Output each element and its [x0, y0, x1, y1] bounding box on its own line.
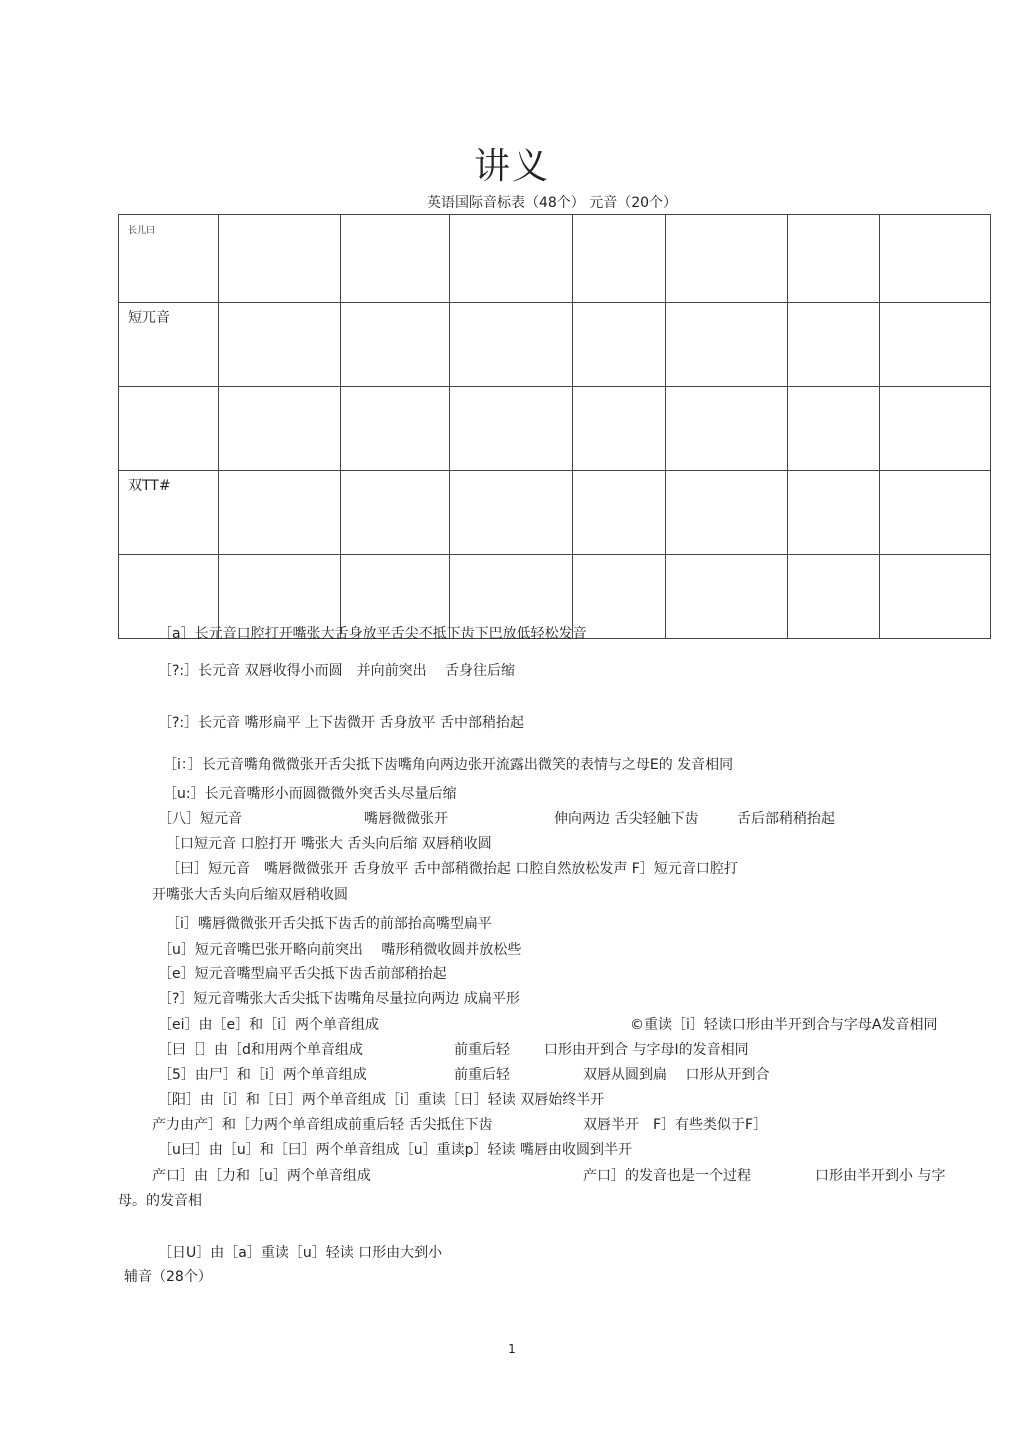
text-line: ［?:］长元音 双唇收得小而圆 并向前突出 舌身往后缩 [158, 663, 516, 679]
page-title: 讲义 [473, 146, 550, 187]
text-line: ［曰］短元音 嘴唇微微张开 舌身放平 舌中部稍微抬起 口腔自然放松发声 F］短元音口腔打 [166, 861, 738, 877]
text-line: 产口］的发音也是一个过程 [583, 1168, 751, 1184]
text-line: 舌后部稍稍抬起 [737, 811, 835, 827]
text-line: 母。的发音相 [118, 1193, 202, 1209]
table-row [119, 471, 991, 555]
text-line: ［i］嘴唇微微张开舌尖抵下齿舌的前部抬高嘴型扁平 [166, 916, 492, 932]
table-row [119, 215, 991, 303]
phonetic-table [118, 214, 991, 639]
section-heading: 辅音（28个） [124, 1269, 212, 1285]
text-line: 口形由开到合 与字母I的发音相同 [544, 1042, 749, 1058]
row-label: 短兀音 [119, 303, 219, 387]
text-line: ［a］长元音口腔打开嘴张大舌身放平舌尖不抵下齿下巴放低轻松发音 [158, 626, 587, 642]
text-line: ［e］短元音嘴型扁平舌尖抵下齿舌前部稍抬起 [158, 966, 447, 982]
text-line: 产力由产］和［力两个单音组成前重后轻 舌尖抵住下齿 [152, 1117, 493, 1133]
text-line: 前重后轻 [454, 1067, 510, 1083]
table-row [119, 387, 991, 471]
text-line: ［八］短元音 [158, 811, 242, 827]
page-number: 1 [508, 1342, 516, 1356]
text-line: ［i：］长元音嘴角微微张开舌尖抵下齿嘴角向两边张开流露出微笑的表情与之母E的 发音相同 [163, 757, 734, 773]
text-line: 伸向两边 舌尖轻触下齿 [554, 811, 699, 827]
table-caption: 英语国际音标表（48个） 元音（20个） [426, 195, 678, 211]
text-line: 口形由半开到小 与字 [815, 1168, 946, 1184]
text-line: ［日U］由［a］重读［u］轻读 口形由大到小 [158, 1245, 443, 1261]
text-line: ［ei］由［e］和［i］两个单音组成 [158, 1017, 380, 1033]
text-line: ［?］短元音嘴张大舌尖抵下齿嘴角尽量拉向两边 成扁平形 [158, 991, 520, 1007]
text-line: ©重读［i］轻读口形由半开到合与字母A发音相同 [630, 1017, 938, 1033]
row-label: 长儿曰 [119, 215, 219, 303]
text-line: ［口短元音 口腔打开 嘴张大 舌头向后缩 双唇稍收圆 [166, 836, 492, 852]
text-line: 开嘴张大舌头向后缩双唇稍收圆 [152, 887, 348, 903]
text-line: ［曰［］由［d和用两个单音组成 [158, 1042, 363, 1058]
text-line: ［u曰］由［u］和［曰］两个单音组成［u］重读p］轻读 嘴唇由收圆到半开 [158, 1142, 632, 1158]
text-line: ［阳］由［i］和［日］两个单音组成［i］重读［日］轻读 双唇始终半开 [158, 1092, 605, 1108]
row-label: 双TT# [119, 471, 219, 555]
text-line: 产口］由［力和［u］两个单音组成 [152, 1168, 371, 1184]
row-label [119, 387, 219, 471]
text-line: 嘴唇微微张开 [364, 811, 448, 827]
text-line: ［5］由尸］和［i］两个单音组成 [158, 1067, 367, 1083]
text-line: 前重后轻 [454, 1042, 510, 1058]
text-line: ［?:］长元音 嘴形扁平 上下齿微开 舌身放平 舌中部稍抬起 [158, 715, 524, 731]
text-line: ［u］短元音嘴巴张开略向前突出 嘴形稍微收圆并放松些 [158, 942, 522, 958]
text-line: 双唇从圆到扁 口形从开到合 [583, 1067, 770, 1083]
table-row [119, 303, 991, 387]
text-line: 双唇半开 F］有些类似于F］ [583, 1117, 768, 1133]
text-line: ［u:］长元音嘴形小而圆微微外突舌头尽量后缩 [163, 786, 457, 802]
